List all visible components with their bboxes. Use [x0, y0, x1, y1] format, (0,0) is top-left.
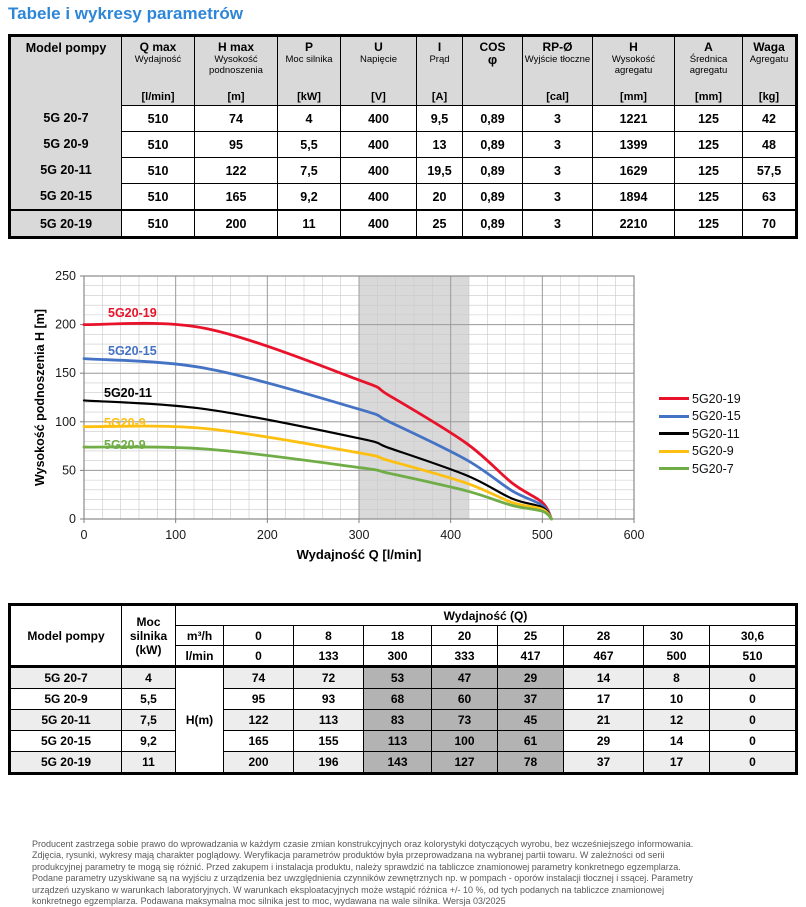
table-cell: 165 — [223, 730, 293, 751]
power-cell: 9,2 — [121, 730, 175, 751]
table-cell: 18 — [363, 625, 431, 645]
table-cell: 400 — [340, 105, 416, 131]
table-cell: 78 — [497, 751, 563, 772]
table-cell: 0,89 — [462, 105, 522, 131]
table-row — [11, 105, 795, 131]
table-cell: 5G 20-7 — [11, 105, 121, 131]
table-cell: 0 — [709, 688, 795, 709]
table-cell: 5G 20-9 — [11, 131, 121, 157]
table-cell: 125 — [674, 157, 742, 183]
legend-label: 5G20-19 — [692, 391, 741, 406]
table-cell: 0 — [223, 625, 293, 645]
table-cell: 9,2 — [277, 183, 340, 209]
table-cell: 74 — [223, 665, 293, 688]
column-header: Q max Wydajność [l/min] — [121, 37, 194, 105]
disclaimer-line: Zdjęcia, rysunki, wykresy mają charakter poglądowy. Weryfikacja parametrów produktów była przeprowadzana na wybranej partii towaru. W zależności od serii — [32, 850, 665, 861]
flow-banner: Wydajność (Q) — [175, 606, 795, 625]
curve-5G20-11 — [84, 400, 552, 519]
curve-label-5G20-15: 5G20-15 — [108, 344, 157, 358]
table-cell: 1399 — [592, 131, 674, 157]
column-header: H max Wysokość podnoszenia [m] — [194, 37, 277, 105]
table-cell: 30,6 — [709, 625, 795, 645]
model-cell: 5G 20-7 — [11, 665, 121, 688]
unit-label: m³/h — [175, 625, 223, 645]
table-cell: 29 — [563, 730, 643, 751]
y-tick-label: 250 — [55, 269, 76, 283]
table-cell: 68 — [363, 688, 431, 709]
table-cell: 95 — [194, 131, 277, 157]
table-cell: 60 — [431, 688, 497, 709]
table-cell: 17 — [643, 751, 709, 772]
table-cell: 0,89 — [462, 131, 522, 157]
table-cell: 14 — [563, 665, 643, 688]
table-cell: 1221 — [592, 105, 674, 131]
x-tick-label: 200 — [256, 528, 278, 542]
table-cell: 400 — [340, 157, 416, 183]
x-tick-label: 400 — [440, 528, 462, 542]
column-header: Model pompy — [27, 628, 105, 643]
table-cell: 7,5 — [277, 157, 340, 183]
table-row — [11, 688, 795, 709]
table-cell: 125 — [674, 131, 742, 157]
chart-legend — [659, 390, 741, 478]
legend-item — [659, 408, 741, 426]
model-cell: 5G 20-15 — [11, 730, 121, 751]
legend-label: 5G20-9 — [692, 444, 734, 459]
table-cell: 53 — [363, 665, 431, 688]
legend-item — [659, 460, 741, 478]
legend-label: 5G20-7 — [692, 461, 734, 476]
table-cell: 510 — [121, 209, 194, 236]
table-row — [11, 183, 795, 209]
table-cell: 300 — [363, 645, 431, 665]
table-cell: 48 — [742, 131, 795, 157]
table-cell: 400 — [340, 209, 416, 236]
table-cell: 0,89 — [462, 157, 522, 183]
table-cell: 25 — [416, 209, 462, 236]
column-header: P Moc silnika [kW] — [277, 37, 340, 105]
legend-swatch-icon — [659, 397, 689, 400]
curve-5G20-9 — [84, 426, 552, 519]
legend-item — [659, 443, 741, 461]
table-cell: 30 — [643, 625, 709, 645]
table-cell: 13 — [416, 131, 462, 157]
x-tick-label: 300 — [348, 528, 370, 542]
legend-swatch-icon — [659, 432, 689, 435]
table-cell: 122 — [194, 157, 277, 183]
x-axis-title: Wydajność Q [l/min] — [296, 547, 422, 562]
table-cell: 0,89 — [462, 183, 522, 209]
column-header: Model pompy — [11, 37, 121, 105]
x-tick-label: 0 — [80, 528, 88, 542]
curve-label-5G20-11: 5G20-11 — [104, 386, 152, 400]
table-cell: 9,5 — [416, 105, 462, 131]
power-cell: 11 — [121, 751, 175, 772]
table-cell: 196 — [293, 751, 363, 772]
table-cell: 0 — [709, 751, 795, 772]
table-cell: 125 — [674, 209, 742, 236]
table-header-row — [11, 606, 795, 625]
table-cell: 83 — [363, 709, 431, 730]
table-cell: 3 — [522, 209, 592, 236]
table-cell: 510 — [121, 183, 194, 209]
y-tick-label: 200 — [55, 317, 76, 332]
table-cell: 63 — [742, 183, 795, 209]
table-cell: 8 — [643, 665, 709, 688]
table-cell: 2210 — [592, 209, 674, 236]
table-cell: 143 — [363, 751, 431, 772]
disclaimer-line: urządzeń uzyskano w warunkach laboratoryjnych. W warunkach eksploatacyjnych może wstąpić różnica +/- 10 %, od tych podanych na tabliczce znamionowej — [32, 884, 665, 895]
table-cell: 17 — [563, 688, 643, 709]
table-cell: 127 — [431, 751, 497, 772]
column-header: Moc silnika (kW) — [121, 606, 175, 665]
table-cell: 28 — [563, 625, 643, 645]
x-tick-label: 600 — [623, 528, 645, 542]
power-cell: 5,5 — [121, 688, 175, 709]
table-cell: 47 — [431, 665, 497, 688]
table-row — [11, 730, 795, 751]
column-header: U Napięcie [V] — [340, 37, 416, 105]
table-cell: 70 — [742, 209, 795, 236]
y-tick-label: 100 — [55, 414, 76, 429]
table-cell: 74 — [194, 105, 277, 131]
column-header: H Wysokość agregatu [mm] — [592, 37, 674, 105]
column-header: RP-Ø Wyjście tłoczne [cal] — [522, 37, 592, 105]
disclaimer-line: produkcyjnej parametry te mogą się różnić. Przed zakupem i instalacja produktu, należy sprawdzić na tabliczce znamionowej parametry konkretnego egzemplarza. — [32, 861, 681, 872]
table-cell: 19,5 — [416, 157, 462, 183]
y-tick-label: 50 — [62, 463, 76, 478]
table-cell: 333 — [431, 645, 497, 665]
table-cell: 500 — [643, 645, 709, 665]
legend-swatch-icon — [659, 450, 689, 453]
table-cell: 113 — [363, 730, 431, 751]
table-cell: 73 — [431, 709, 497, 730]
model-cell: 5G 20-11 — [11, 709, 121, 730]
table-cell: 467 — [563, 645, 643, 665]
table-cell: 3 — [522, 105, 592, 131]
table-cell: 165 — [194, 183, 277, 209]
table-cell: 8 — [293, 625, 363, 645]
table-cell: 113 — [293, 709, 363, 730]
table-cell: 25 — [497, 625, 563, 645]
table-cell: 0,89 — [462, 209, 522, 236]
table-cell: 93 — [293, 688, 363, 709]
page-title: Tabele i wykresy parametrów — [8, 4, 243, 23]
table-row — [11, 709, 795, 730]
disclaimer-text — [32, 839, 784, 907]
column-header: COS φ — [462, 37, 522, 105]
legend-item — [659, 425, 741, 443]
table-cell: 510 — [121, 157, 194, 183]
table-cell: 1629 — [592, 157, 674, 183]
table-cell: 400 — [340, 183, 416, 209]
table-row — [11, 157, 795, 183]
performance-table-grid — [11, 606, 795, 772]
hm-label-cell: H(m) — [175, 665, 223, 772]
table-cell: 5G 20-11 — [11, 157, 121, 183]
table-cell: 4 — [277, 105, 340, 131]
disclaimer-line: konkretnego egzemplarza. Podawana maksymalna moc silnika jest to moc, wydawana na wale silnika. Wersja 03/2025 — [32, 896, 506, 907]
table-row — [11, 665, 795, 688]
table-cell: 37 — [497, 688, 563, 709]
model-cell: 5G 20-9 — [11, 688, 121, 709]
table-cell: 95 — [223, 688, 293, 709]
table-row — [11, 131, 795, 157]
table-cell: 3 — [522, 131, 592, 157]
table-cell: 5G 20-19 — [11, 209, 121, 236]
y-axis-title: Wysokość podnoszenia H [m] — [33, 309, 47, 486]
unit-label: l/min — [175, 645, 223, 665]
x-tick-label: 500 — [531, 528, 553, 542]
table-cell: 20 — [416, 183, 462, 209]
table-cell: 155 — [293, 730, 363, 751]
table-cell: 400 — [340, 131, 416, 157]
curve-label-5G20-9: 5G20-9 — [104, 416, 146, 430]
model-cell: 5G 20-19 — [11, 751, 121, 772]
y-tick-label: 150 — [55, 366, 76, 381]
curve-label-5G20-7: 5G20-9 — [104, 438, 146, 452]
table-cell: 21 — [563, 709, 643, 730]
disclaimer-line: Podane parametry uzyskiwane są na wyjściu z urządzenia bez uwzględnienia czynników zewnętrznych np. w pompach - oporów instalacji tłocznej i ssącej. Parametry — [32, 873, 693, 884]
x-tick-label: 100 — [165, 528, 187, 542]
table-cell: 5G 20-15 — [11, 183, 121, 209]
table-cell: 20 — [431, 625, 497, 645]
table-cell: 200 — [194, 209, 277, 236]
table-cell: 37 — [563, 751, 643, 772]
legend-swatch-icon — [659, 467, 689, 470]
table-cell: 133 — [293, 645, 363, 665]
table-cell: 0 — [709, 730, 795, 751]
parameters-table — [8, 34, 798, 239]
performance-table — [8, 603, 798, 775]
table-header-row — [11, 37, 795, 105]
legend-label: 5G20-15 — [692, 409, 741, 424]
legend-item — [659, 390, 741, 408]
table-cell: 29 — [497, 665, 563, 688]
table-cell: 3 — [522, 183, 592, 209]
y-tick-label: 0 — [69, 512, 76, 526]
table-cell: 45 — [497, 709, 563, 730]
parameters-table-grid — [11, 37, 795, 236]
legend-swatch-icon — [659, 415, 689, 418]
table-cell: 0 — [709, 709, 795, 730]
table-cell: 57,5 — [742, 157, 795, 183]
table-cell: 125 — [674, 105, 742, 131]
column-header: A Średnica agregatu [mm] — [674, 37, 742, 105]
table-cell: 200 — [223, 751, 293, 772]
table-cell: 0 — [223, 645, 293, 665]
table-cell: 5,5 — [277, 131, 340, 157]
table-cell: 510 — [709, 645, 795, 665]
table-cell: 510 — [121, 105, 194, 131]
table-cell: 42 — [742, 105, 795, 131]
table-cell: 14 — [643, 730, 709, 751]
table-cell: 122 — [223, 709, 293, 730]
table-cell: 11 — [277, 209, 340, 236]
disclaimer-line: Producent zastrzega sobie prawo do wprowadzania w każdym czasie zmian konstrukcyjnych oraz kolorystyki dotyczących wyrobu, bez wcześniejszego informowania. — [32, 839, 694, 849]
column-header: I Prąd [A] — [416, 37, 462, 105]
power-cell: 7,5 — [121, 709, 175, 730]
column-header: Waga Agregatu [kg] — [742, 37, 795, 105]
table-row — [11, 751, 795, 772]
table-cell: 3 — [522, 157, 592, 183]
table-cell: 100 — [431, 730, 497, 751]
curve-label-5G20-19: 5G20-19 — [108, 306, 157, 320]
table-row — [11, 209, 795, 236]
table-cell: 125 — [674, 183, 742, 209]
table-cell: 510 — [121, 131, 194, 157]
table-cell: 72 — [293, 665, 363, 688]
table-cell: 1894 — [592, 183, 674, 209]
power-cell: 4 — [121, 665, 175, 688]
table-cell: 0 — [709, 665, 795, 688]
table-cell: 12 — [643, 709, 709, 730]
table-cell: 10 — [643, 688, 709, 709]
table-cell: 417 — [497, 645, 563, 665]
table-cell: 61 — [497, 730, 563, 751]
legend-label: 5G20-11 — [692, 426, 740, 441]
